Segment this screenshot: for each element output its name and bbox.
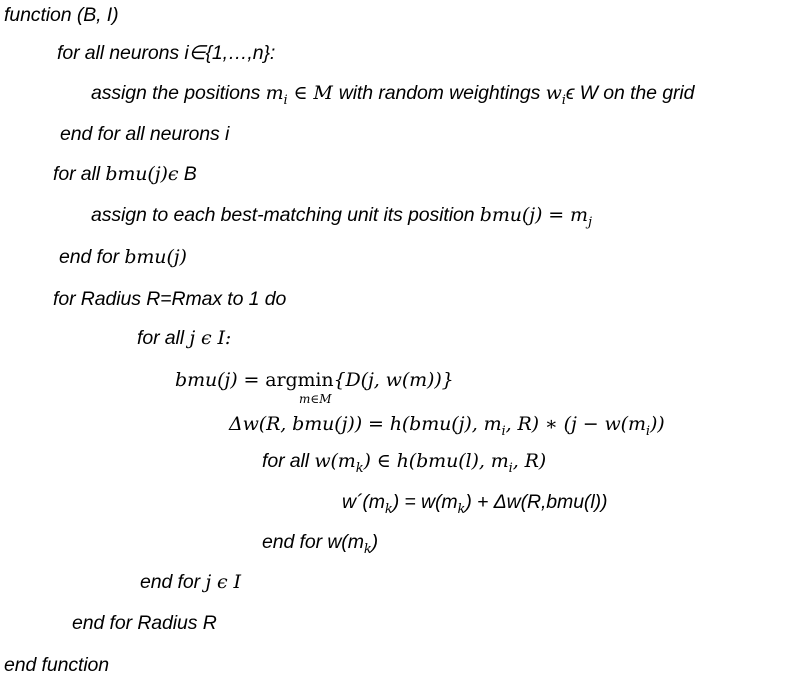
line-assign-bmu-position (91, 202, 592, 228)
math-expression: , R) (512, 450, 547, 472)
line-w-update (342, 489, 607, 515)
math-expression: w (545, 82, 562, 104)
line-text: end for (140, 571, 206, 593)
line-text: for all (137, 327, 190, 349)
line-text: for Radius R=Rmax to 1 do (53, 288, 287, 310)
line-function-header (4, 2, 118, 28)
line-text: w(m (327, 531, 364, 553)
math-expression: , R) ∗ (j − w(m (505, 413, 646, 435)
subscript-text: k (363, 541, 372, 557)
line-text: with random weightings (338, 82, 546, 104)
line-end-function (4, 652, 109, 678)
line-for-all-j (137, 325, 231, 351)
line-text: ϵ W on the grid (565, 82, 695, 104)
line-text: assign the positions (91, 82, 266, 104)
line-for-all-neurons (57, 40, 275, 66)
line-text: end for (59, 246, 125, 268)
math-expression: {D(j, w(m))} (333, 369, 454, 391)
math-expression: j ϵ I (205, 571, 241, 593)
line-text: for all (53, 163, 106, 185)
line-for-radius (53, 286, 286, 312)
line-end-for-w-mk (262, 529, 378, 555)
line-text: ) (371, 531, 379, 553)
line-text: w´(m (342, 491, 385, 513)
math-expression: Δw(R, bmu(j)) = h(bmu(j), m (229, 413, 502, 435)
subscript-text: k (355, 460, 364, 476)
math-operator: argmin (265, 369, 334, 391)
math-expression: ∈ M (287, 82, 339, 104)
line-text: function (B, I) (4, 4, 119, 26)
line-delta-w (229, 411, 665, 437)
line-end-for-radius (72, 610, 217, 636)
line-for-all-w-mk (262, 448, 546, 474)
math-expression: w(m (314, 450, 356, 472)
math-expression: bmu(j) = (175, 369, 266, 391)
line-text: end for Radius R (72, 612, 217, 634)
line-text: end function (4, 654, 110, 676)
subscript-text: j (587, 214, 592, 230)
line-end-for-bmu (59, 244, 187, 270)
math-expression: bmu(j) = m (479, 204, 588, 226)
line-text: ) = w(m (392, 491, 458, 513)
math-expression: j ϵ I: (189, 327, 232, 349)
math-expression: bmu(j) (124, 246, 187, 268)
line-text: for all (262, 450, 315, 472)
line-bmu-argmin (175, 367, 454, 393)
line-end-for-neurons (60, 121, 229, 147)
line-for-all-bmu (53, 161, 197, 187)
line-assign-positions (91, 80, 694, 106)
line-text: ) + Δw(R,bmu(l)) (465, 491, 608, 513)
subscript-text: i (501, 423, 506, 439)
line-text: end for (262, 531, 328, 553)
line-text: B (178, 163, 197, 185)
subscript-text: k (457, 501, 466, 517)
math-expression: m (265, 82, 284, 104)
line-text: for all neurons i∈{1,…,n}: (57, 42, 276, 64)
subscript-text: k (384, 501, 393, 517)
subscript-text: i (508, 460, 513, 476)
line-text: assign to each best-matching unit its position (91, 204, 480, 226)
line-text: end for all neurons i (60, 123, 230, 145)
argmin-subscript: m∈M (299, 392, 332, 406)
line-end-for-j (140, 569, 241, 595)
math-expression: ) ∈ h(bmu(l), m (363, 450, 509, 472)
subscript-text: i (283, 92, 288, 108)
subscript-text: i (561, 92, 566, 108)
math-expression: )) (649, 413, 665, 435)
math-expression: bmu(j)ϵ (105, 163, 179, 185)
subscript-text: i (645, 423, 650, 439)
